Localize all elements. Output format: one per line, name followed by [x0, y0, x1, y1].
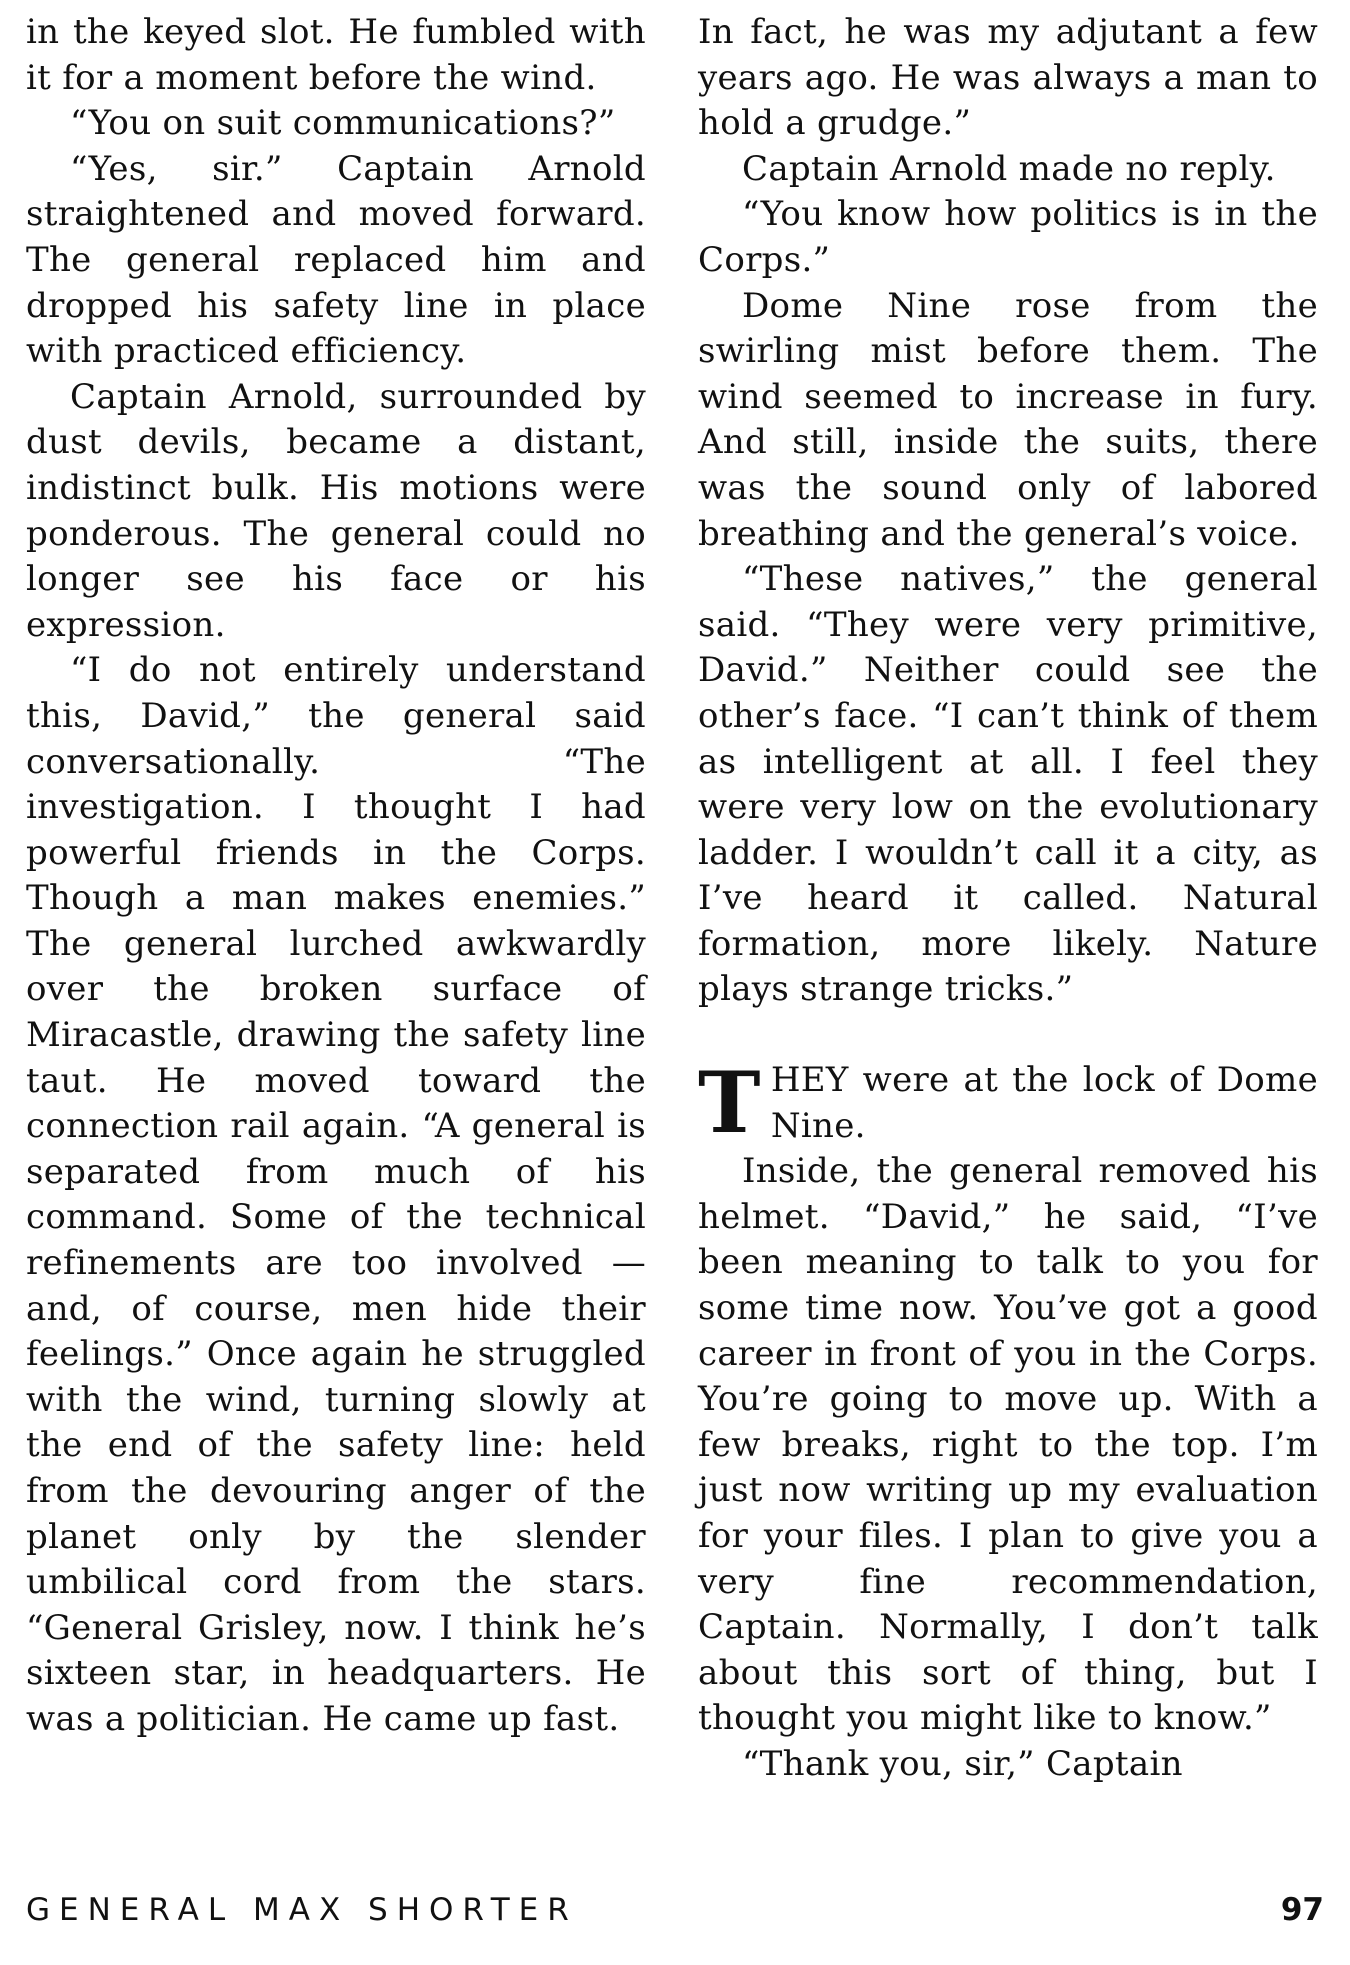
paragraph: Captain Arnold, surrounded by dust devils, became a distant, indistinct bulk. His motions were ponderous. The general could no longer see his face or his expression. [26, 376, 646, 645]
running-footer-title: GENERAL MAX SHORTER [26, 1892, 578, 1928]
paragraph: “Yes, sir.” Captain Arnold straightened and moved forward. The general replaced him and dropped his safety line in place with practiced efficiency. [26, 148, 646, 372]
paragraph: “Thank you, sir,” Captain [742, 1743, 1183, 1784]
page-number: 97 [1280, 1892, 1324, 1928]
paragraph: Captain Arnold made no reply. [742, 148, 1276, 189]
section-break [698, 1013, 1318, 1058]
paragraph: in the keyed slot. He fumbled with it for a moment before the wind. [26, 12, 646, 98]
paragraph: In fact, he was my adjutant a few years ago. He was always a man to hold a grudge.” [698, 12, 1318, 144]
paragraph: “You on suit communications?” [70, 103, 616, 144]
paragraph: Dome Nine rose from the swirling mist before them. The wind seemed to increase in fury. And still, inside the suits, there was the sound only of labored breathing and the general’s voice. [698, 285, 1318, 554]
drop-cap: T [698, 1053, 761, 1153]
paragraph: “I do not entirely understand this, David,” the general said conversationally. “The investigation. I thought I had powerful friends in the Corps. Though a man makes enemies.” The general lurched awkwardly over the broken surface of Miracastle, drawing the safety line taut. He moved toward the connection rail again. “A general is separated from much of his command. Some of the technical refinements are too involved — and, of course, men hide their feelings.” Once again he struggled with the wind, turning slowly at the end of the safety line: held from the devouring anger of the planet only by the slender umbilical cord from the stars. “General Grisley, now. I think he’s sixteen star, in headquarters. He was a politician. He came up fast. [26, 650, 646, 1739]
paragraph: Inside, the general removed his helmet. “David,” he said, “I’ve been meaning to talk to you for some time now. You’ve got a good career in front of you in the Corps. You’re going to move up. With a few breaks, right to the top. I’m just now writing up my evaluation for your files. I plan to give you a very fine recommendation, Captain. Normally, I don’t talk about this sort of thing, but I thought you might like to know.” [698, 1151, 1318, 1739]
dropcap-paragraph-text: HEY were at the lock of Dome Nine. [770, 1060, 1318, 1146]
left-column [26, 10, 646, 1743]
paragraph: “You know how politics is in the Corps.” [698, 194, 1318, 280]
paragraph: “These natives,” the general said. “They were very primitive, David.” Neither could see the other’s face. “I can’t think of them as intelligent at all. I feel they were very low on the evolutionary ladder. I wouldn’t call it a city, as I’ve heard it called. Natural formation, more likely. Nature plays strange tricks.” [698, 559, 1318, 1010]
dropcap-paragraph [698, 1053, 1318, 1153]
right-column [698, 10, 1318, 1788]
